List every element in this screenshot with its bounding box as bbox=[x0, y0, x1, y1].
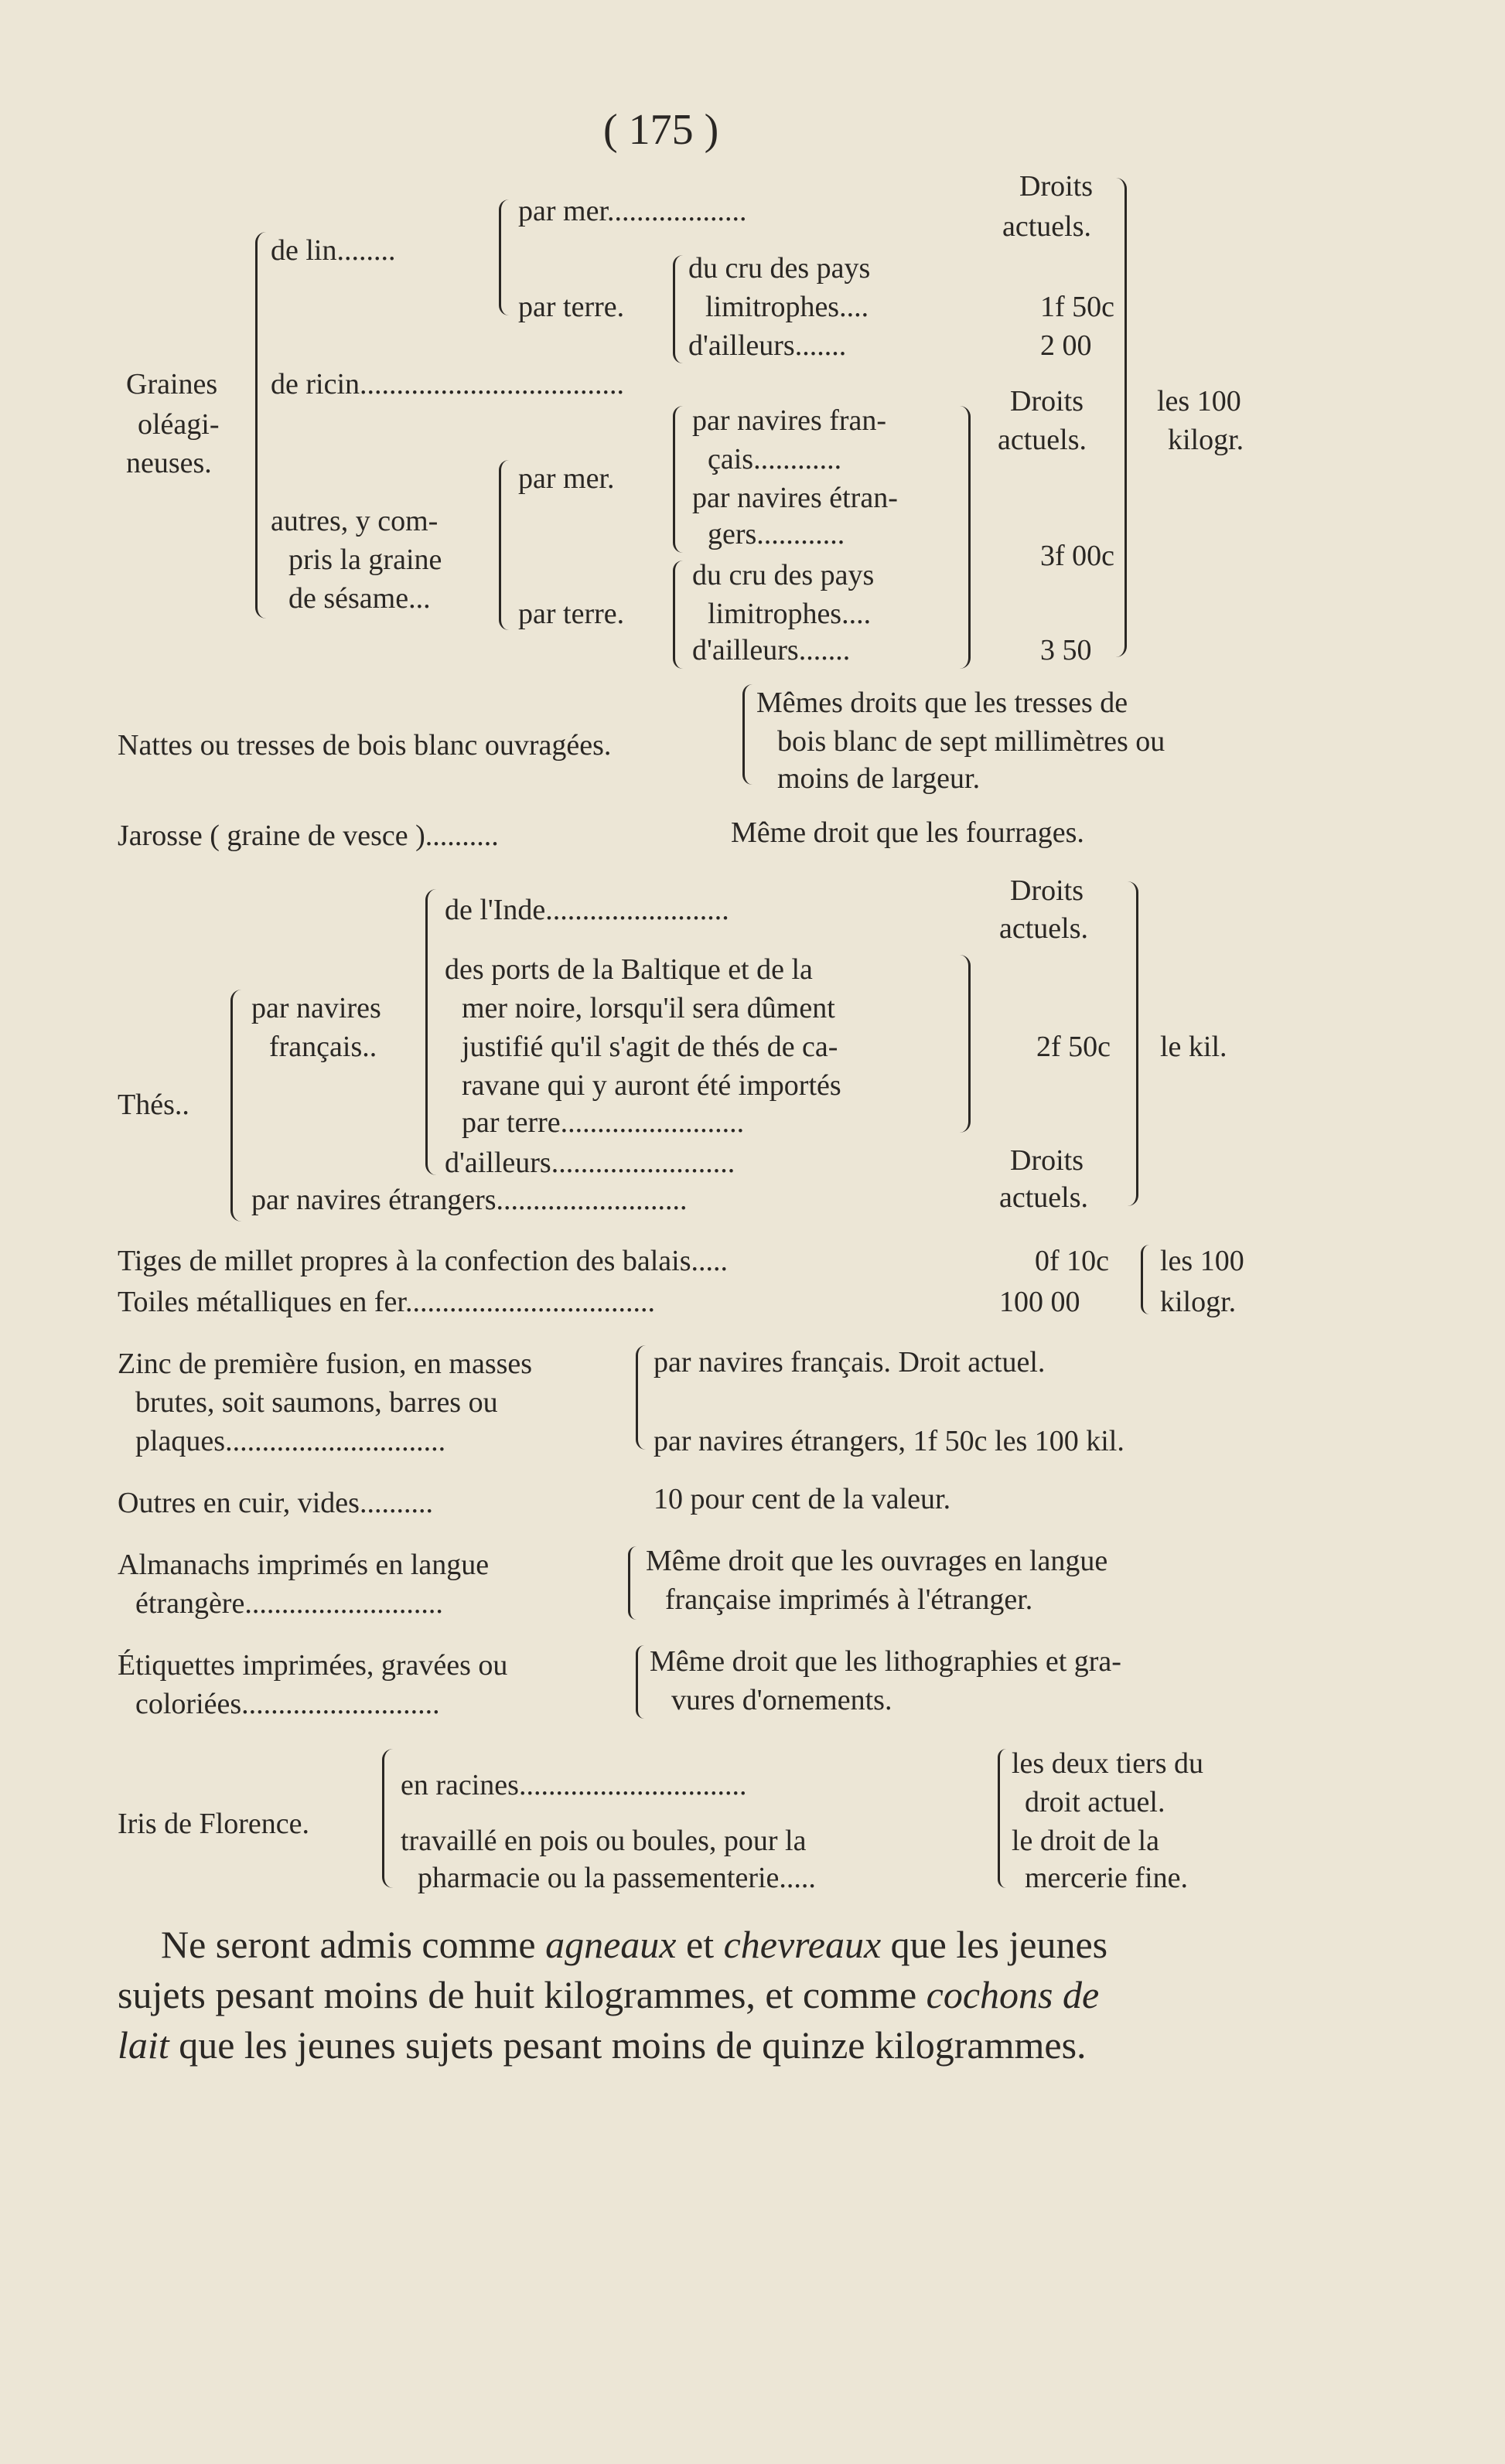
navires-etr-2: gers............ bbox=[708, 518, 845, 550]
closing-1a: Ne seront admis comme bbox=[161, 1923, 546, 1966]
almanachs-value-1: Même droit que les ouvrages en langue bbox=[646, 1545, 1108, 1577]
de-lin-par-terre: par terre. bbox=[518, 291, 625, 323]
closing-line-2 bbox=[118, 1975, 1099, 2014]
iris-racines: en racines............................... bbox=[401, 1769, 747, 1801]
toiles-label: Toiles métalliques en fer.................................. bbox=[118, 1286, 655, 1318]
zinc-etr: par navires étrangers, 1f 50c les 100 kil. bbox=[654, 1425, 1124, 1457]
thes-de-linde: de l'Inde......................... bbox=[445, 894, 729, 926]
almanachs-line-2: étrangère........................... bbox=[135, 1587, 443, 1620]
etiquettes-line-1: Étiquettes imprimées, gravées ou bbox=[118, 1649, 508, 1682]
closing-3b: que les jeunes sujets pesant moins de quinze kilogrammes. bbox=[169, 2023, 1087, 2067]
iris-value-2b: mercerie fine. bbox=[1025, 1862, 1188, 1894]
droits-2b: actuels. bbox=[998, 424, 1087, 456]
iris-value-1a: les deux tiers du bbox=[1012, 1747, 1204, 1780]
autres-rate-brace bbox=[957, 406, 971, 669]
iris-brace bbox=[382, 1749, 394, 1888]
autres-2: pris la graine bbox=[288, 544, 442, 576]
tiges-unit-2: kilogr. bbox=[1160, 1286, 1237, 1318]
autres-mer-brace bbox=[673, 406, 683, 553]
de-lin-label: de lin........ bbox=[271, 234, 396, 267]
de-lin-terre-brace bbox=[673, 255, 683, 363]
thes-droits-2b: actuels. bbox=[999, 1181, 1089, 1214]
de-lin-par-mer: par mer................... bbox=[518, 195, 747, 227]
etiquettes-value-1: Même droit que les lithographies et gra- bbox=[650, 1645, 1121, 1678]
limitrophes-2: limitrophes.... bbox=[708, 598, 872, 630]
rate-1: 1f 50c bbox=[1040, 291, 1115, 323]
navires-fr-1: par navires fran- bbox=[692, 404, 887, 437]
etiquettes-brace bbox=[636, 1645, 644, 1719]
nattes-line-2: bois blanc de sept millimètres ou bbox=[777, 725, 1165, 758]
graines-brace bbox=[255, 232, 268, 619]
thes-droits-2a: Droits bbox=[1010, 1144, 1084, 1177]
navires-fr-2: çais............ bbox=[708, 443, 842, 475]
droits-2a: Droits bbox=[1010, 385, 1084, 417]
du-cru-1: du cru des pays bbox=[688, 252, 871, 285]
iris-value-brace bbox=[998, 1749, 1006, 1888]
thes-fr-brace bbox=[425, 889, 437, 1175]
thes-baltique-5: par terre......................... bbox=[462, 1106, 745, 1139]
iris-value-1b: droit actuel. bbox=[1025, 1786, 1165, 1818]
closing-line-3 bbox=[118, 2023, 1087, 2067]
rate-3: 3f 00c bbox=[1040, 540, 1115, 572]
rate-2: 2 00 bbox=[1040, 329, 1092, 362]
thes-droits-1b: actuels. bbox=[999, 912, 1089, 945]
closing-2a: sujets pesant moins de huit kilogrammes, et comme bbox=[118, 1973, 927, 2016]
tiges-brace bbox=[1141, 1245, 1149, 1314]
zinc-line-1: Zinc de première fusion, en masses bbox=[118, 1348, 533, 1380]
thes-baltique-2: mer noire, lorsqu'il sera dûment bbox=[462, 992, 835, 1024]
almanachs-brace bbox=[628, 1546, 636, 1620]
thes-ailleurs: d'ailleurs......................... bbox=[445, 1147, 735, 1179]
de-ricin-label: de ricin.................................... bbox=[271, 368, 625, 400]
iris-travaille-2: pharmacie ou la passementerie..... bbox=[418, 1862, 816, 1894]
nattes-line-1: Mêmes droits que les tresses de bbox=[756, 687, 1128, 719]
closing-agneaux: agneaux bbox=[545, 1923, 677, 1966]
closing-line-1 bbox=[161, 1925, 1107, 1964]
tiges-rate: 0f 10c bbox=[1035, 1245, 1110, 1277]
toiles-rate: 100 00 bbox=[999, 1286, 1080, 1318]
de-lin-brace bbox=[499, 199, 509, 315]
zinc-fr: par navires français. Droit actuel. bbox=[654, 1346, 1046, 1379]
almanachs-line-1: Almanachs imprimés en langue bbox=[118, 1549, 490, 1581]
iris-travaille-1: travaillé en pois ou boules, pour la bbox=[401, 1825, 807, 1857]
closing-1e: que les jeunes bbox=[881, 1923, 1108, 1966]
du-cru-2: du cru des pays bbox=[692, 559, 875, 591]
autres-terre-brace bbox=[673, 561, 683, 669]
thes-rate: 2f 50c bbox=[1036, 1031, 1111, 1063]
graines-label-3: neuses. bbox=[126, 447, 212, 479]
rate-4: 3 50 bbox=[1040, 634, 1092, 666]
closing-cochons: cochons de bbox=[926, 1973, 1100, 2016]
ailleurs-1: d'ailleurs....... bbox=[688, 329, 847, 362]
autres-3: de sésame... bbox=[288, 582, 431, 615]
closing-chevreaux: chevreaux bbox=[723, 1923, 882, 1966]
page-number: ( 175 ) bbox=[603, 106, 719, 154]
graines-label-2: oléagi- bbox=[138, 408, 220, 441]
iris-label: Iris de Florence. bbox=[118, 1808, 309, 1840]
thes-baltique-brace bbox=[957, 955, 971, 1133]
autres-par-mer: par mer. bbox=[518, 462, 615, 495]
jarosse-value: Même droit que les fourrages. bbox=[731, 816, 1084, 849]
almanachs-value-2: française imprimés à l'étranger. bbox=[665, 1583, 1033, 1616]
thes-label: Thés.. bbox=[118, 1089, 189, 1121]
autres-par-terre: par terre. bbox=[518, 598, 625, 630]
jarosse-label: Jarosse ( graine de vesce ).......... bbox=[118, 820, 499, 852]
thes-baltique-3: justifié qu'il s'agit de thés de ca- bbox=[462, 1031, 838, 1063]
graines-label-1: Graines bbox=[126, 368, 218, 400]
thes-navires-fr-1: par navires bbox=[251, 992, 381, 1024]
etiquettes-line-2: coloriées........................... bbox=[135, 1688, 440, 1720]
les-100-a: les 100 bbox=[1157, 385, 1241, 417]
zinc-line-2: brutes, soit saumons, barres ou bbox=[135, 1386, 498, 1419]
limitrophes-1: limitrophes.... bbox=[705, 291, 869, 323]
autres-brace bbox=[499, 460, 509, 630]
iris-value-2a: le droit de la bbox=[1012, 1825, 1159, 1857]
zinc-brace bbox=[636, 1345, 646, 1450]
etiquettes-value-2: vures d'ornements. bbox=[671, 1684, 892, 1716]
autres-1: autres, y com- bbox=[271, 505, 439, 537]
droits-1a: Droits bbox=[1019, 170, 1093, 203]
tiges-label: Tiges de millet propres à la confection des balais..... bbox=[118, 1245, 729, 1277]
thes-baltique-1: des ports de la Baltique et de la bbox=[445, 953, 813, 986]
thes-droits-1a: Droits bbox=[1010, 874, 1084, 907]
les-100-b: kilogr. bbox=[1168, 424, 1244, 456]
thes-navires-etr: par navires étrangers.......................... bbox=[251, 1184, 688, 1216]
nattes-label: Nattes ou tresses de bois blanc ouvragées. bbox=[118, 729, 612, 762]
thes-unit: le kil. bbox=[1160, 1031, 1227, 1063]
nattes-line-3: moins de largeur. bbox=[777, 762, 981, 795]
ailleurs-2: d'ailleurs....... bbox=[692, 634, 851, 666]
navires-etr-1: par navires étran- bbox=[692, 482, 898, 514]
zinc-line-3: plaques.............................. bbox=[135, 1425, 446, 1457]
closing-1c: et bbox=[676, 1923, 724, 1966]
outres-label: Outres en cuir, vides.......... bbox=[118, 1487, 433, 1519]
outres-value: 10 pour cent de la valeur. bbox=[654, 1483, 951, 1515]
tiges-unit-1: les 100 bbox=[1160, 1245, 1244, 1277]
droits-1b: actuels. bbox=[1002, 210, 1092, 243]
thes-unit-brace bbox=[1125, 881, 1138, 1206]
droits-right-brace bbox=[1114, 178, 1127, 657]
thes-brace bbox=[230, 990, 242, 1222]
nattes-brace bbox=[742, 684, 752, 785]
thes-baltique-4: ravane qui y auront été importés bbox=[462, 1069, 841, 1102]
thes-navires-fr-2: français.. bbox=[269, 1031, 377, 1063]
closing-lait: lait bbox=[118, 2023, 169, 2067]
